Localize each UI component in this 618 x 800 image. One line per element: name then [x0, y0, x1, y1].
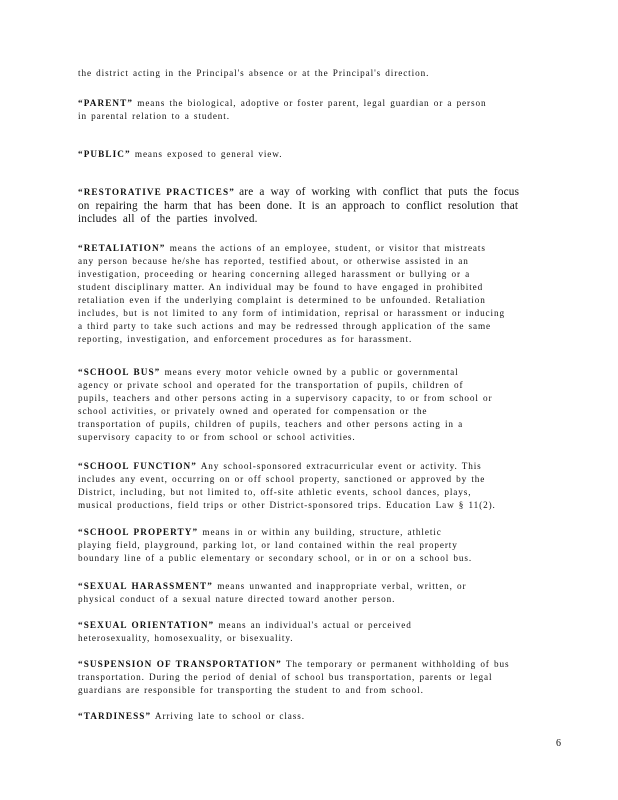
definition-tardiness: [78, 710, 556, 723]
definition-term: “RESTORATIVE PRACTICES”: [78, 187, 235, 197]
definition-text: musical productions, field trips or other District-sponsored trips. Education Law § 11(2).: [78, 500, 496, 510]
definition-text: includes any event, occurring on or off school property, sanctioned or approved by the: [78, 474, 486, 484]
definition-text: Arriving late to school or class.: [154, 711, 305, 721]
definition-retaliation: [78, 242, 556, 346]
definition-text: The temporary or permanent withholding of bus: [285, 659, 510, 669]
definition-school-function: [78, 460, 556, 512]
definition-text: boundary line of a public elementary or secondary school, or in or on a school bus.: [78, 553, 473, 563]
definition-restorative-practices: [78, 186, 556, 227]
definition-text: means an individual's actual or perceived: [218, 620, 412, 630]
definition-text: physical conduct of a sexual nature directed toward another person.: [78, 594, 396, 604]
intro-text: [78, 67, 556, 80]
definition-text: reporting, investigation, and enforcement procedures as for harassment.: [78, 334, 413, 344]
definition-text: transportation. During the period of denial of school bus transportation, parents or legal: [78, 672, 493, 682]
definition-term: “SEXUAL ORIENTATION”: [78, 620, 215, 630]
definition-term: “SCHOOL FUNCTION”: [78, 461, 197, 471]
definition-text: heterosexuality, homosexuality, or bisexuality.: [78, 633, 294, 643]
definition-term: “RETALIATION”: [78, 243, 166, 253]
definition-sexual-harassment: [78, 580, 556, 606]
definition-parent: [78, 97, 556, 123]
definition-text: agency or private school and operated for the transportation of pupils, children of: [78, 380, 464, 390]
definition-term: “SCHOOL PROPERTY”: [78, 527, 199, 537]
definition-text: District, including, but not limited to, off-site athletic events, school dances, plays,: [78, 487, 472, 497]
definition-text: playing field, playground, parking lot, or land contained within the real property: [78, 540, 458, 550]
definition-school-bus: [78, 366, 556, 444]
definition-text: school activities, or privately owned and operated for compensation or the: [78, 406, 428, 416]
definition-text: means every motor vehicle owned by a public or governmental: [164, 367, 459, 377]
definition-text: includes all of the parties involved.: [78, 213, 258, 225]
definition-school-property: [78, 526, 556, 565]
definition-suspension-of-transportation: [78, 658, 556, 697]
definition-text: means in or within any building, structure, athletic: [202, 527, 442, 537]
page-number: 6: [556, 738, 561, 749]
definition-text: are a way of working with conflict that puts the focus: [239, 186, 520, 198]
definition-text: on repairing the harm that has been done. It is an approach to conflict resolution that: [78, 199, 519, 212]
definition-text: student disciplinary matter. An individual may be found to have engaged in prohibited: [78, 282, 484, 292]
definition-term: “SCHOOL BUS”: [78, 367, 161, 377]
definition-text: guardians are responsible for transporting the student to and from school.: [78, 685, 424, 695]
definition-term: “SEXUAL HARASSMENT”: [78, 581, 213, 591]
definition-sexual-orientation: [78, 619, 556, 645]
definition-text: supervisory capacity to or from school or school activities.: [78, 432, 356, 442]
definition-text: transportation of pupils, children of pupils, teachers and other persons acting in a: [78, 419, 464, 429]
definition-text: means the actions of an employee, student, or visitor that mistreats: [169, 243, 486, 253]
definition-text: includes, but is not limited to any form of intimidation, reprisal or harassment or inducing: [78, 308, 505, 318]
definition-term: “PUBLIC”: [78, 149, 131, 159]
definition-text: means unwanted and inappropriate verbal, written, or: [217, 581, 467, 591]
definition-text: in parental relation to a student.: [78, 111, 230, 121]
definition-text: means the biological, adoptive or foster parent, legal guardian or a person: [137, 98, 487, 108]
intro-line: the district acting in the Principal's absence or at the Principal's direction.: [78, 68, 430, 78]
definition-text: retaliation even if the underlying complaint is determined to be unfounded. Retaliation: [78, 295, 486, 305]
definition-public: [78, 148, 556, 161]
definition-text: Any school-sponsored extracurricular event or activity. This: [200, 461, 482, 471]
definition-term: “TARDINESS”: [78, 711, 152, 721]
definition-text: any person because he/she has reported, testified about, or otherwise assisted in an: [78, 256, 469, 266]
definition-term: “PARENT”: [78, 98, 134, 108]
definition-text: investigation, proceeding or hearing concerning alleged harassment or bullying or a: [78, 269, 471, 279]
definition-text: pupils, teachers and other persons acting in a supervisory capacity, to or from school or: [78, 393, 493, 403]
definition-term: “SUSPENSION OF TRANSPORTATION”: [78, 659, 282, 669]
definition-text: a third party to take such actions and may be redressed through application of the same: [78, 321, 491, 331]
definition-text: means exposed to general view.: [134, 149, 283, 159]
